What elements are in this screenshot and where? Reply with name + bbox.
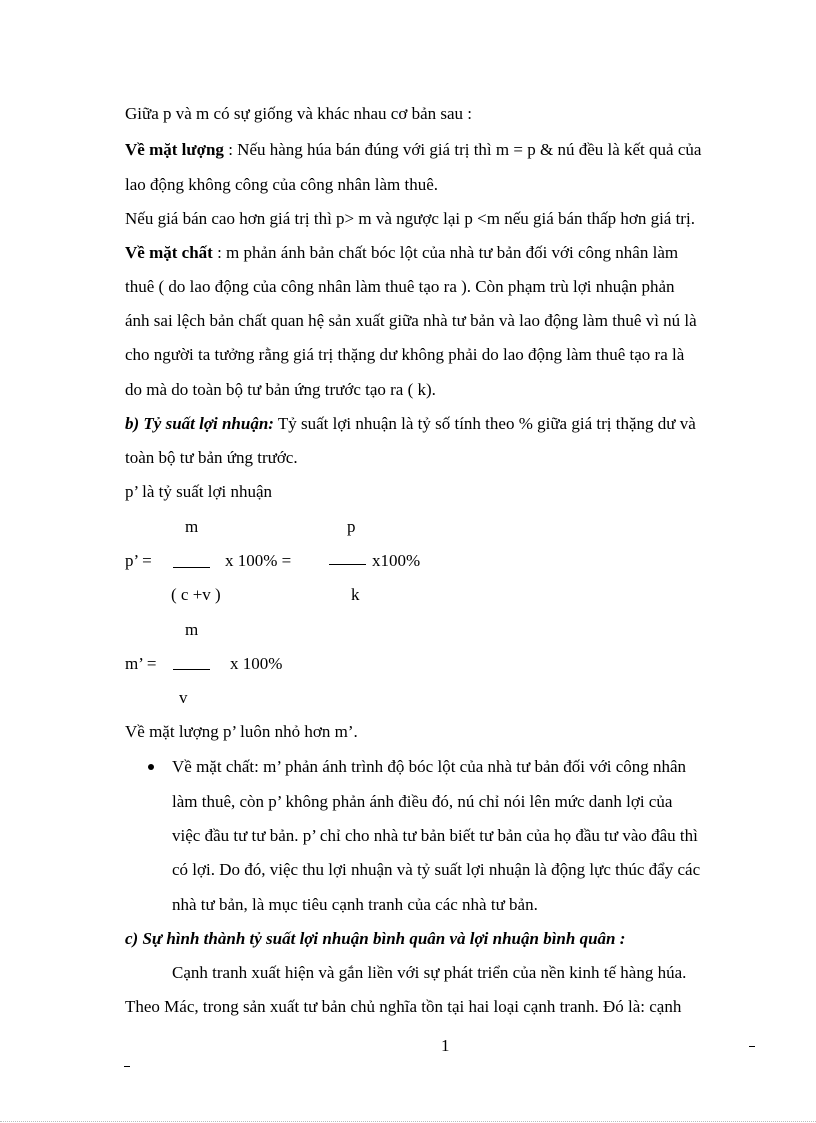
formula-numerator: m: [185, 517, 199, 536]
bullet-line: làm thuê, còn p’ không phản ánh điều đó, nú chỉ nói lên mức danh lợi của: [172, 792, 673, 811]
paragraph-line: Nếu giá bán cao hơn giá trị thì p> m và ngược lại p <m nếu giá bán thấp hơn giá trị.: [125, 209, 695, 228]
formula-multiplier: x 100%: [230, 654, 283, 673]
formula-numerator: p: [347, 517, 356, 536]
footer-dash: [749, 1046, 755, 1047]
formula-denominator: v: [179, 688, 188, 707]
paragraph-line: cho người ta tưởng rằng giá trị thặng dư không phải do lao động làm thuê tạo ra là: [125, 345, 685, 364]
paragraph-line: [125, 139, 758, 161]
bullet-icon: [148, 764, 154, 770]
paragraph-line: [125, 242, 758, 264]
paragraph-line: Giữa p và m có sự giống và khác nhau cơ bản sau :: [125, 104, 473, 123]
paragraph-line: ánh sai lệch bản chất quan hệ sản xuất giữa nhà tư bản và lao động làm thuê vì nú là: [125, 311, 697, 330]
bullet-line: có lợi. Do đó, việc thu lợi nhuận và tỷ suất lợi nhuận là động lực thúc đẩy các: [172, 860, 701, 879]
heading-quality: Về mặt chất: [125, 243, 213, 262]
footer-dash: [124, 1066, 130, 1067]
formula-numerator: m: [185, 620, 199, 639]
page-bottom-border: [0, 1121, 816, 1122]
bullet-line: Về mặt chất: m’ phản ánh trình độ bóc lột của nhà tư bản đối với công nhân: [172, 757, 687, 776]
page-number: 1: [441, 1036, 450, 1055]
bullet-line: việc đầu tư tư bản. p’ chỉ cho nhà tư bản biết tư bản của họ đầu tư vào đâu thì: [172, 826, 698, 845]
formula-multiplier: x 100% =: [225, 551, 292, 570]
formula-lhs: m’ =: [125, 654, 157, 673]
formula-denominator: ( c +v ): [171, 585, 221, 604]
paragraph-line: do mà do toàn bộ tư bản ứng trước tạo ra ( k).: [125, 380, 436, 399]
heading-b: b) Tỷ suất lợi nhuận:: [125, 414, 274, 433]
formula-denominator: k: [351, 585, 360, 604]
text-run: : Nếu hàng húa bán đúng với giá trị thì m = p & nú đều là kết quả của: [223, 140, 702, 159]
paragraph-line: thuê ( do lao động của công nhân làm thuê tạo ra ). Còn phạm trù lợi nhuận phản: [125, 277, 675, 296]
paragraph-line: Cạnh tranh xuất hiện và gắn liền với sự phát triển của nền kinh tế hàng húa.: [172, 963, 687, 982]
fraction-bar: [173, 567, 210, 568]
heading-c: c) Sự hình thành tỷ suất lợi nhuận bình quân và lợi nhuận bình quân :: [125, 929, 626, 948]
paragraph-line: toàn bộ tư bản ứng trước.: [125, 448, 298, 467]
fraction-bar: [329, 564, 366, 565]
paragraph-line: p’ là tỷ suất lợi nhuận: [125, 482, 273, 501]
paragraph-line: lao động không công của công nhân làm thuê.: [125, 175, 439, 194]
bullet-line: nhà tư bản, là mục tiêu cạnh tranh của các nhà tư bản.: [172, 895, 538, 914]
heading-quantity: Về mặt lượng: [125, 140, 224, 159]
paragraph-line: Về mặt lượng p’ luôn nhỏ hơn m’.: [125, 722, 358, 741]
formula-lhs: p’ =: [125, 551, 152, 570]
text-run: : m phản ánh bản chất bóc lột của nhà tư bản đối với công nhân làm: [212, 243, 679, 262]
formula-multiplier: x100%: [372, 551, 421, 570]
paragraph-line: Theo Mác, trong sản xuất tư bản chủ nghĩa tồn tại hai loại cạnh tranh. Đó là: cạnh: [125, 997, 682, 1016]
paragraph-line: [125, 413, 696, 435]
text-run: Tỷ suất lợi nhuận là tỷ số tính theo % giữa giá trị thặng dư và: [273, 414, 696, 433]
fraction-bar: [173, 669, 210, 670]
